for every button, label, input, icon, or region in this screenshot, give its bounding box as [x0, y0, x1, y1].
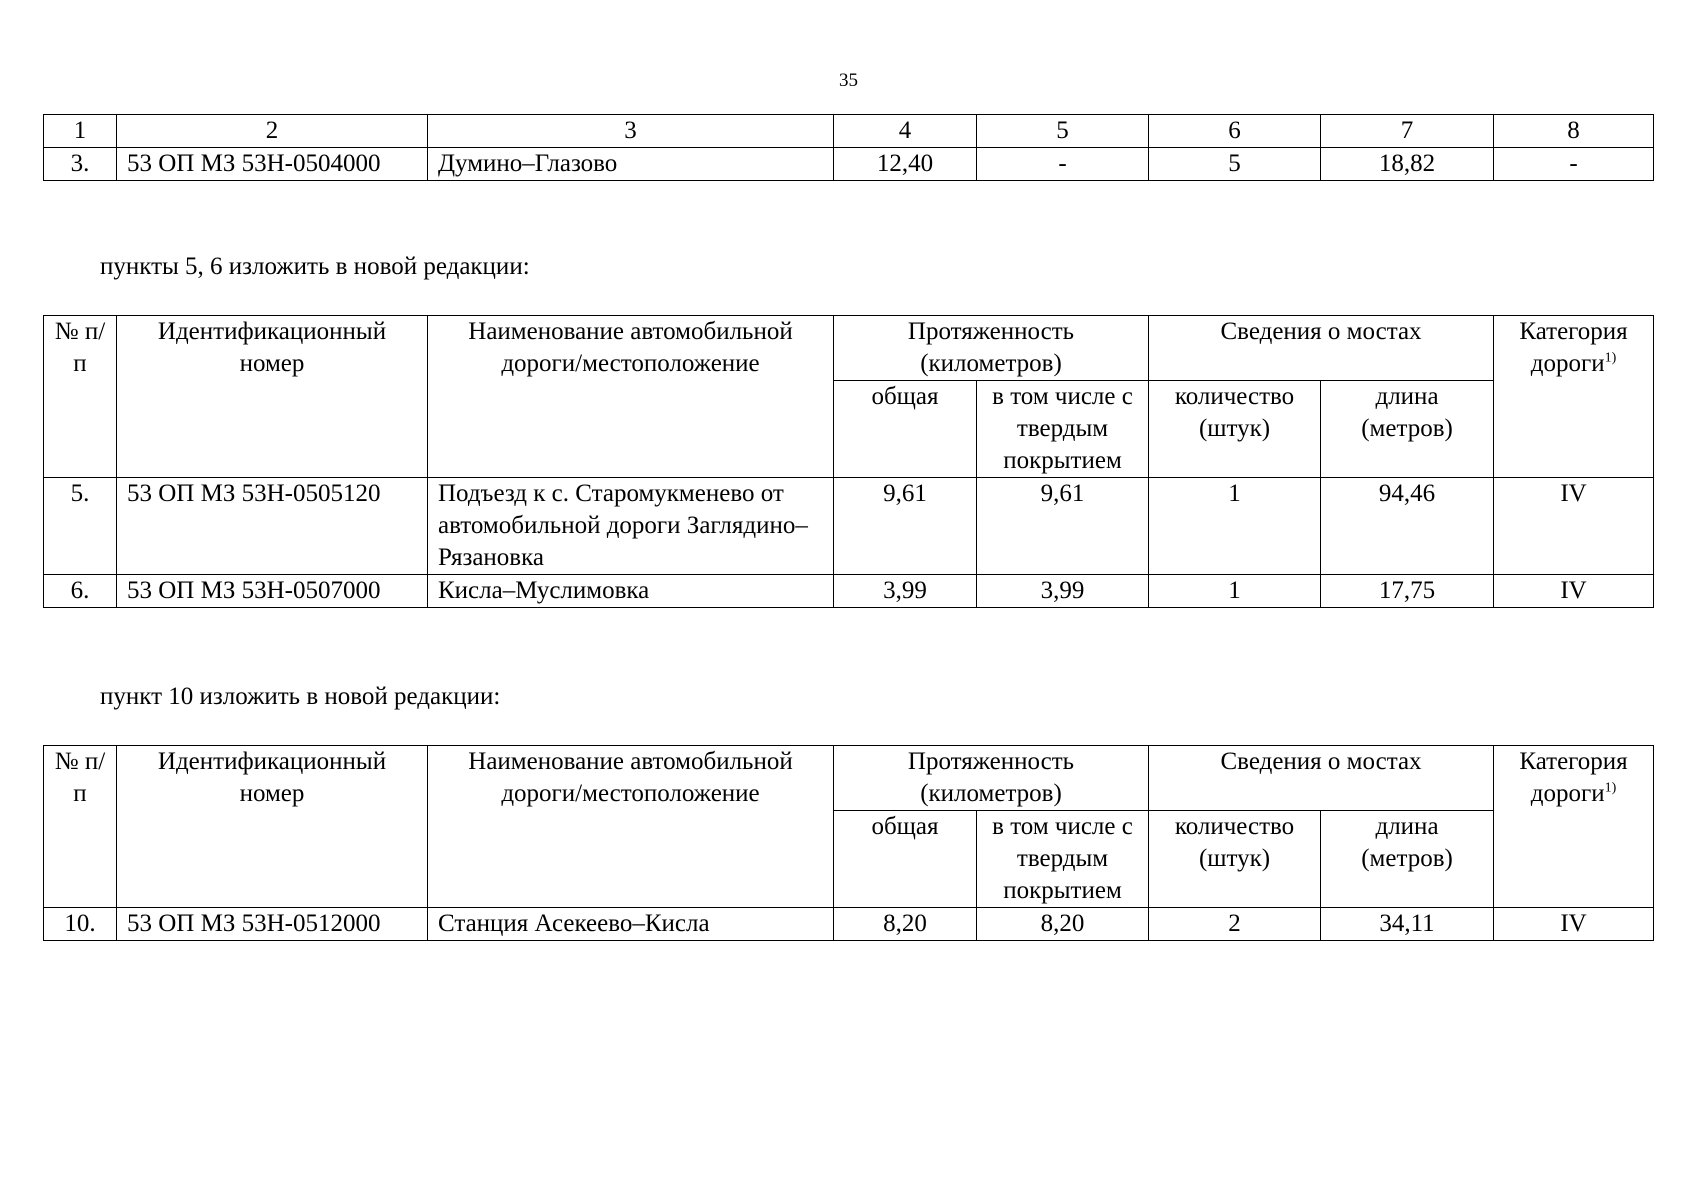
page-number: 35: [839, 70, 858, 91]
header-category: Категория дороги$^{1)}$: [1494, 746, 1654, 908]
cell-length-hard: -: [977, 148, 1149, 181]
header-bridges-count: количество (штук): [1149, 811, 1321, 908]
header-bridges-count: количество (штук): [1149, 381, 1321, 478]
cell-name: Подъезд к с. Старомукменево от автомобильной дороги Заглядино–Рязановка: [428, 478, 834, 575]
cell-id: 53 ОП МЗ 53Н-0505120: [117, 478, 428, 575]
cell-num: 5.: [44, 478, 117, 575]
table-header-row: [44, 746, 1654, 811]
cell-name: Станция Асекеево–Кисла: [428, 908, 834, 941]
table-continuation: [43, 114, 1654, 181]
footnote-mark: 1): [1604, 350, 1617, 366]
header-num: № п/п: [44, 316, 117, 478]
header-name: Наименование автомобильной дороги/местоположение: [428, 746, 834, 908]
header-category: Категория дороги$^{1)}$: [1494, 316, 1654, 478]
cell-length-total: 3,99: [834, 575, 977, 608]
cell-bridges-count: 5: [1149, 148, 1321, 181]
cell-length-hard: 8,20: [977, 908, 1149, 941]
cell-length-total: 12,40: [834, 148, 977, 181]
table-header-row: [44, 316, 1654, 381]
column-number: 8: [1494, 115, 1654, 148]
header-id: Идентификационный номер: [117, 316, 428, 478]
table-item-10: [43, 745, 1654, 941]
header-length-hard: в том числе с твердым покрытием: [977, 381, 1149, 478]
header-bridges: Сведения о мостах: [1149, 316, 1494, 381]
table-column-numbers: [44, 115, 1654, 148]
amendment-intro: пункт 10 изложить в новой редакции:: [100, 683, 501, 710]
cell-length-total: 9,61: [834, 478, 977, 575]
header-name: Наименование автомобильной дороги/местоположение: [428, 316, 834, 478]
column-number: 1: [44, 115, 117, 148]
header-length-total: общая: [834, 381, 977, 478]
column-number: 7: [1321, 115, 1494, 148]
header-length-total: общая: [834, 811, 977, 908]
header-bridges-length: длина (метров): [1321, 811, 1494, 908]
column-number: 6: [1149, 115, 1321, 148]
cell-name: Кисла–Муслимовка: [428, 575, 834, 608]
cell-name: Думино–Глазово: [428, 148, 834, 181]
cell-bridges-length: 17,75: [1321, 575, 1494, 608]
cell-bridges-count: 1: [1149, 478, 1321, 575]
header-id: Идентификационный номер: [117, 746, 428, 908]
column-number: 5: [977, 115, 1149, 148]
column-number: 3: [428, 115, 834, 148]
cell-id: 53 ОП МЗ 53Н-0507000: [117, 575, 428, 608]
cell-bridges-length: 34,11: [1321, 908, 1494, 941]
header-length: Протяженность (километров): [834, 746, 1149, 811]
amendment-intro: пункты 5, 6 изложить в новой редакции:: [100, 253, 530, 280]
cell-category: -: [1494, 148, 1654, 181]
column-number: 4: [834, 115, 977, 148]
cell-bridges-length: 18,82: [1321, 148, 1494, 181]
cell-id: 53 ОП МЗ 53Н-0512000: [117, 908, 428, 941]
cell-category: IV: [1494, 478, 1654, 575]
cell-category: IV: [1494, 575, 1654, 608]
header-bridges: Сведения о мостах: [1149, 746, 1494, 811]
cell-bridges-length: 94,46: [1321, 478, 1494, 575]
table-items-5-6: [43, 315, 1654, 608]
cell-id: 53 ОП МЗ 53Н-0504000: [117, 148, 428, 181]
footnote-mark: 1): [1604, 780, 1617, 796]
cell-bridges-count: 1: [1149, 575, 1321, 608]
cell-bridges-count: 2: [1149, 908, 1321, 941]
cell-num: 6.: [44, 575, 117, 608]
header-length: Протяженность (километров): [834, 316, 1149, 381]
table-row: [44, 148, 1654, 181]
table-row: [44, 478, 1654, 575]
table-row: [44, 575, 1654, 608]
header-bridges-length: длина (метров): [1321, 381, 1494, 478]
cell-num: 10.: [44, 908, 117, 941]
cell-length-hard: 3,99: [977, 575, 1149, 608]
column-number: 2: [117, 115, 428, 148]
cell-length-hard: 9,61: [977, 478, 1149, 575]
cell-category: IV: [1494, 908, 1654, 941]
cell-num: 3.: [44, 148, 117, 181]
header-num: № п/п: [44, 746, 117, 908]
table-row: [44, 908, 1654, 941]
header-length-hard: в том числе с твердым покрытием: [977, 811, 1149, 908]
cell-length-total: 8,20: [834, 908, 977, 941]
